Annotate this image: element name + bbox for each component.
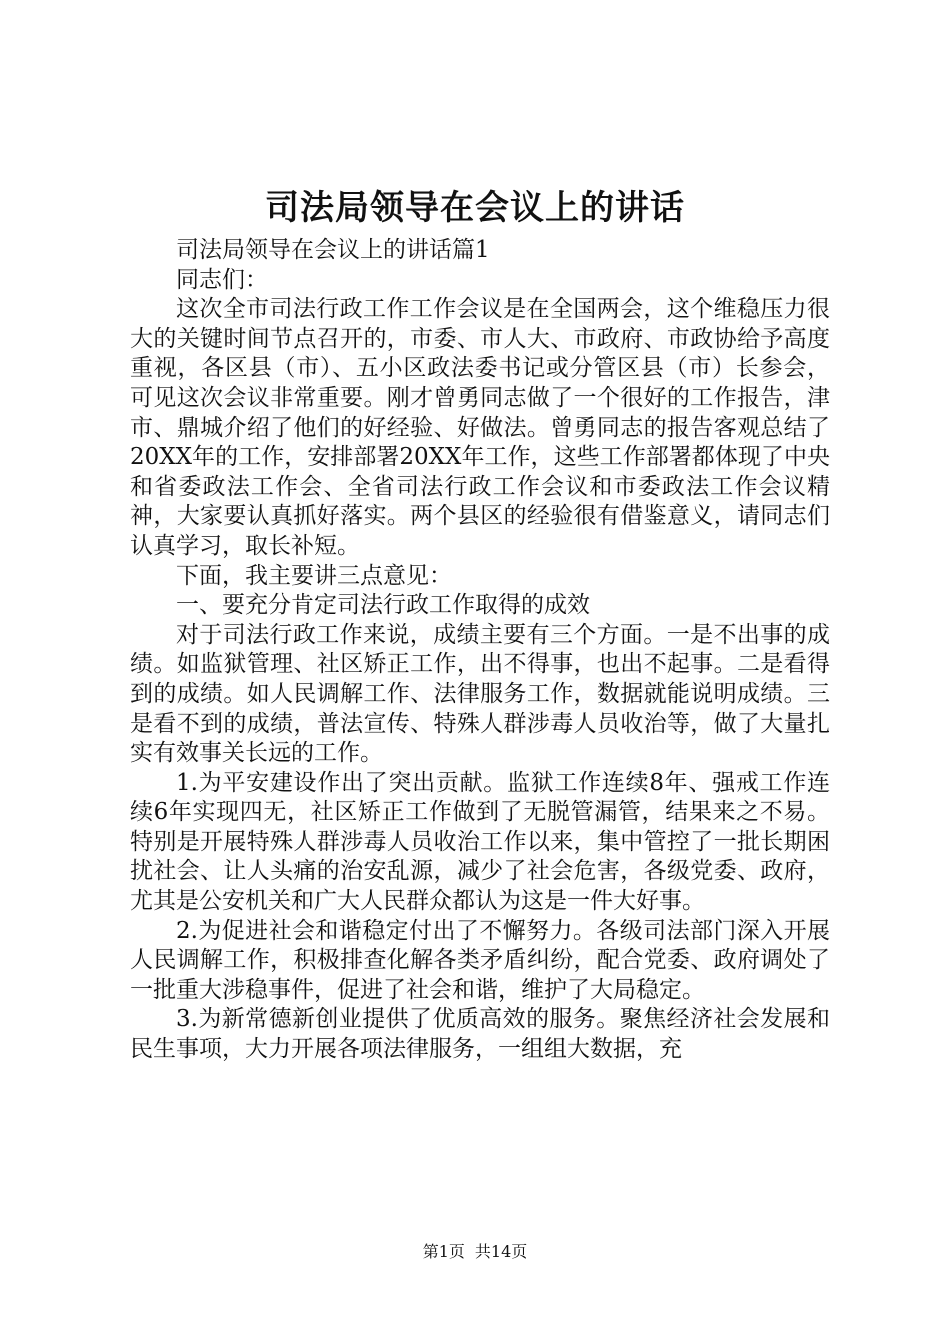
paragraph: 这次全市司法行政工作工作会议是在全国两会，这个维稳压力很大的关键时间节点召开的，市委、市人大、市政府、市政协给予高度重视，各区县（市）、五小区政法委书记或分管区县（市）长参会，可见这次会议非常重要。刚才曾勇同志做了一个很好的工作报告，津市、鼎城介绍了他们的好经验、好做法。曾勇同志的报告客观总结了20XX年的工作，安排部署20XX年工作，这些工作部署都体现了中央和省委政法工作会、全省司法行政工作会议和市委政法工作会议精神，大家要认真抓好落实。两个县区的经验很有借鉴意义，请同志们认真学习，取长补短。 (130, 296, 830, 559)
section-heading: 一、要充分肯定司法行政工作取得的成效 (176, 592, 590, 619)
paragraph: 对于司法行政工作来说，成绩主要有三个方面。一是不出事的成绩。如监狱管理、社区矫正工作，出不得事，也出不起事。二是看得到的成绩。如人民调解工作、法律服务工作，数据就能说明成绩。三是看不到的成绩，普法宣传、特殊人群涉毒人员收治等，做了大量扎实有效事关长远的工作。 (130, 621, 830, 767)
page-total: 共14页 (474, 1242, 528, 1261)
document-title: 司法局领导在会议上的讲话 (265, 188, 685, 228)
paragraph-salutation: 同志们： (176, 266, 268, 293)
paragraph: 下面，我主要讲三点意见： (176, 562, 452, 589)
paragraph: 3.为新常德新创业提供了优质高效的服务。聚焦经济社会发展和民生事项，大力开展各项法律服务，一组组大数据，充 (130, 1006, 830, 1063)
paragraph: 2.为促进社会和谐稳定付出了不懈努力。各级司法部门深入开展人民调解工作，积极排查化解各类矛盾纠纷，配合党委、政府调处了一批重大涉稳事件，促进了社会和谐，维护了大局稳定。 (130, 917, 830, 1003)
page-footer (0, 1241, 950, 1263)
page-number: 第1页 (422, 1242, 465, 1261)
paragraph-heading: 司法局领导在会议上的讲话篇1 (176, 237, 490, 263)
document-body (130, 236, 830, 1065)
paragraph: 1.为平安建设作出了突出贡献。监狱工作连续8年、强戒工作连续6年实现四无，社区矫正工作做到了无脱管漏管，结果来之不易。特别是开展特殊人群涉毒人员收治工作以来，集中管控了一批长期困扰社会、让人头痛的治安乱源，减少了社会危害，各级党委、政府，尤其是公安机关和广大人民群众都认为这是一件大好事。 (130, 769, 830, 915)
